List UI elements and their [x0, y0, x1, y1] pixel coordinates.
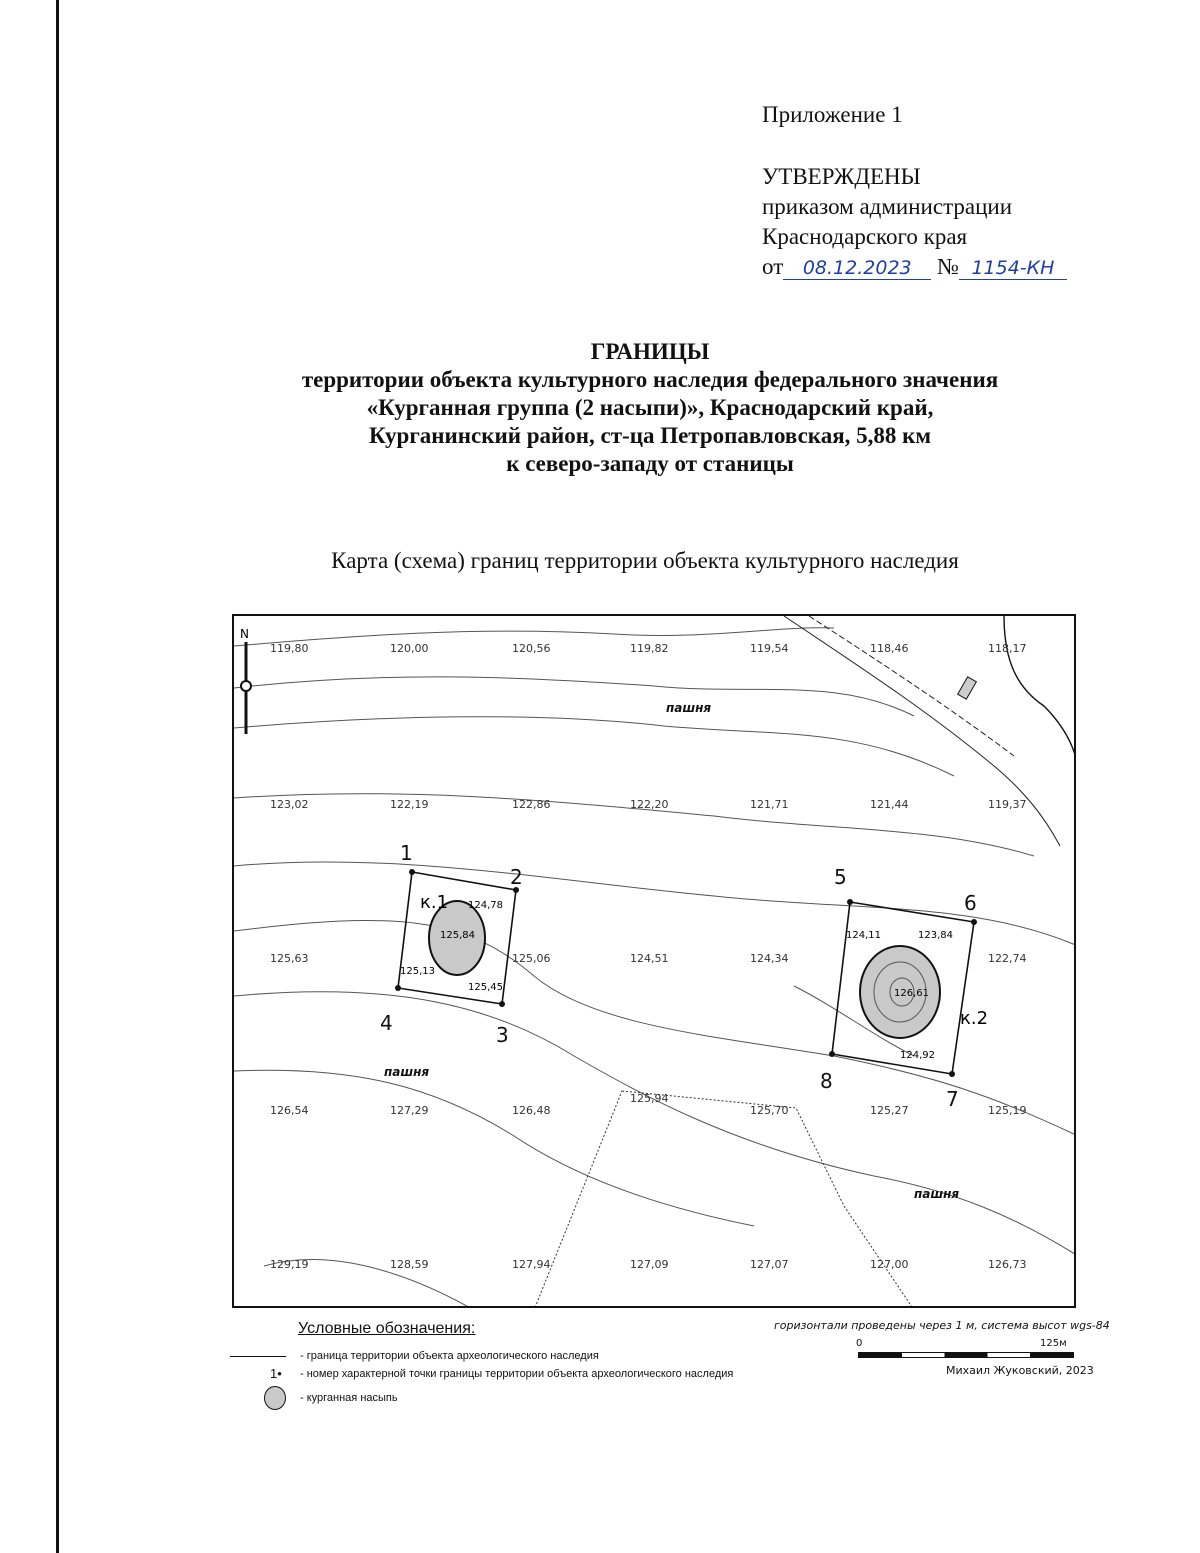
map-frame	[232, 614, 1076, 1308]
page-edge-line	[56, 0, 59, 1553]
order-line-1: приказом администрации	[762, 194, 1013, 219]
boundary-vertex	[499, 1001, 505, 1007]
boundary-kurgan-2	[829, 899, 988, 1077]
legend-text: - граница территории объекта археологического наследия	[300, 1350, 599, 1362]
north-arrow-center	[241, 681, 251, 691]
boundary-point-number: 1	[400, 841, 413, 865]
boundary-point-number: 4	[380, 1011, 393, 1035]
boundary-vertex	[409, 869, 415, 875]
elevation-mark: 125,06	[512, 952, 551, 965]
summit-elevation: 126,61	[894, 988, 929, 999]
contour-lines	[234, 628, 1076, 1308]
approved-label: УТВЕРЖДЕНЫ	[762, 164, 921, 189]
elevation-mark: 125,45	[468, 982, 503, 993]
elevation-mark: 124,34	[750, 952, 789, 965]
title-heading: ГРАНИЦЫ	[590, 339, 710, 364]
boundary-point-number: 8	[820, 1069, 833, 1093]
elevation-mark: 121,44	[870, 798, 909, 811]
contour-line	[234, 992, 1076, 1256]
date-prefix: от	[762, 254, 784, 279]
elevation-mark: 127,29	[390, 1104, 429, 1117]
map-author: Михаил Жуковский, 2023	[946, 1364, 1094, 1377]
contour-line	[234, 717, 954, 776]
boundary-kurgan-1	[395, 869, 519, 1007]
kurgan-label: к.2	[960, 1008, 989, 1029]
boundary-vertex	[829, 1051, 835, 1057]
summit-elevation: 125,84	[440, 930, 475, 941]
appendix-label: Приложение 1	[762, 102, 903, 127]
map-svg	[234, 616, 1076, 1308]
elevation-mark: 127,07	[750, 1258, 789, 1271]
date-number-line	[762, 252, 1067, 282]
elevation-mark: 119,54	[750, 642, 789, 655]
elevation-mark: 119,37	[988, 798, 1027, 811]
elevation-mark: 128,59	[390, 1258, 429, 1271]
contour-line	[234, 1070, 754, 1226]
title-line-1: территории объекта культурного наследия федерального значения	[301, 367, 999, 392]
elevation-mark: 125,70	[750, 1104, 789, 1117]
scale-end: 125м	[1040, 1338, 1067, 1349]
north-letter: N	[240, 627, 249, 641]
elevation-mark: 124,51	[630, 952, 669, 965]
legend-point-symbol: 1•	[270, 1366, 282, 1381]
elevation-mark: 119,82	[630, 642, 669, 655]
elevation-mark: 126,54	[270, 1104, 309, 1117]
river	[1004, 616, 1076, 766]
boundary-point-number: 7	[946, 1087, 959, 1111]
boundary-point-number: 2	[510, 865, 523, 889]
boundary-point-number: 5	[834, 865, 847, 889]
elevation-mark: 125,94	[630, 1092, 669, 1105]
elevation-mark: 120,56	[512, 642, 551, 655]
elevation-mark: 122,20	[630, 798, 669, 811]
elevation-mark: 121,71	[750, 798, 789, 811]
boundary-vertex	[949, 1071, 955, 1077]
order-line-2: Краснодарского края	[762, 224, 968, 249]
approval-block	[762, 162, 1067, 282]
north-arrow	[240, 627, 251, 734]
land-label: пашня	[384, 1065, 430, 1079]
legend-text: - курганная насыпь	[300, 1392, 398, 1404]
title-line-3: Курганинский район, ст-ца Петропавловская, 5,88 км	[368, 423, 932, 448]
elevation-mark: 122,86	[512, 798, 551, 811]
kurgan-label: к.1	[420, 892, 449, 913]
elevation-mark: 122,74	[988, 952, 1027, 965]
elevation-mark: 119,80	[270, 642, 309, 655]
elevation-mark: 125,63	[270, 952, 309, 965]
land-label: пашня	[666, 701, 712, 715]
boundary-vertex	[971, 919, 977, 925]
elevation-mark: 127,94	[512, 1258, 551, 1271]
boundary-point-number: 3	[496, 1023, 509, 1047]
boundary-vertex	[395, 985, 401, 991]
map-caption: Карта (схема) границ территории объекта культурного наследия	[331, 548, 959, 573]
elevation-mark: 122,19	[390, 798, 429, 811]
elevation-mark: 120,00	[390, 642, 429, 655]
elevation-mark: 125,19	[988, 1104, 1027, 1117]
elevation-mark: 118,46	[870, 642, 909, 655]
legend-line-symbol	[230, 1356, 286, 1357]
elevation-mark: 126,48	[512, 1104, 551, 1117]
number-prefix: №	[937, 254, 959, 279]
title-line-2: «Курганная группа (2 насыпи)», Краснодарский край,	[366, 395, 934, 420]
legend-title: Условные обозначения:	[298, 1320, 476, 1337]
title-line-4: к северо-западу от станицы	[506, 451, 794, 476]
elevation-mark: 123,84	[918, 930, 953, 941]
elevation-mark: 123,02	[270, 798, 309, 811]
date-value: 08.12.2023	[783, 257, 931, 280]
elevation-mark: 125,13	[400, 966, 435, 977]
river-bank	[1004, 616, 1076, 766]
number-value: 1154-КН	[959, 257, 1067, 280]
small-building	[958, 677, 977, 699]
contour-line	[234, 677, 914, 716]
scale-start: 0	[856, 1338, 863, 1349]
boundary-vertex	[847, 899, 853, 905]
elevation-mark: 124,78	[468, 900, 503, 911]
orchard-boundary	[534, 1091, 914, 1308]
elevation-mark: 127,00	[870, 1258, 909, 1271]
elevation-mark: 118,17	[988, 642, 1027, 655]
document-title	[180, 338, 1120, 478]
elevation-mark: 127,09	[630, 1258, 669, 1271]
legend-text: - номер характерной точки границы территории объекта археологического наследия	[300, 1368, 734, 1380]
road-edge	[809, 616, 1014, 756]
land-label: пашня	[914, 1187, 960, 1201]
legend-mound-symbol	[264, 1386, 286, 1410]
contour-note: горизонтали проведены через 1 м, система высот wgs-84	[774, 1319, 1110, 1332]
elevation-mark: 129,19	[270, 1258, 309, 1271]
scale-bar	[858, 1352, 1074, 1358]
elevation-mark: 126,73	[988, 1258, 1027, 1271]
elevation-mark: 124,11	[846, 930, 881, 941]
elevation-mark: 124,92	[900, 1050, 935, 1061]
elevation-mark: 125,27	[870, 1104, 909, 1117]
boundary-point-number: 6	[964, 891, 977, 915]
